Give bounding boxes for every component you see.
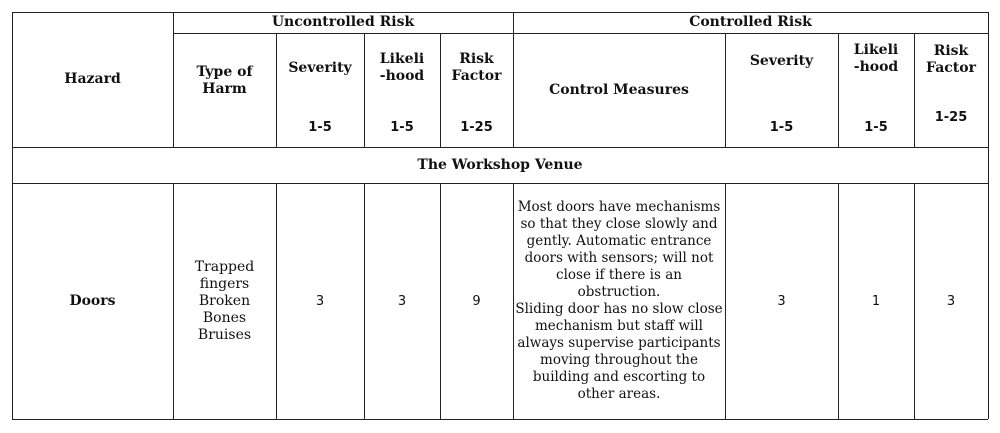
section-title: The Workshop Venue [417, 156, 583, 173]
header-type-of-harm: Type of Harm [196, 63, 253, 97]
header-controlled-risk-factor-scale: 1-25 [934, 109, 968, 125]
row-controlled-risk-factor: 3 [946, 293, 956, 309]
header-controlled-risk: Controlled Risk [689, 14, 812, 30]
header-controlled-likelihood-scale: 1-5 [864, 119, 888, 135]
header-controlled-risk-factor: Risk Factor [926, 43, 976, 76]
header-controlled-severity-scale: 1-5 [769, 119, 794, 135]
header-uncontrolled-risk: Uncontrolled Risk [271, 14, 415, 30]
header-hazard: Hazard [64, 71, 121, 87]
table-border-bottom [12, 419, 988, 420]
header-risk-factor: Risk Factor [451, 51, 502, 84]
row-controlled-severity: 3 [777, 293, 786, 309]
header-control-measures: Control Measures [549, 81, 689, 98]
row-uncontrolled-severity: 3 [315, 293, 325, 309]
row-controlled-likelihood: 1 [871, 293, 881, 309]
table-border-right [988, 12, 989, 419]
row-type-of-harm: Trapped fingers Broken Bones Bruises [194, 258, 255, 343]
header-severity-scale: 1-5 [308, 119, 332, 135]
header-controlled-severity: Severity [749, 52, 814, 69]
row-uncontrolled-likelihood: 3 [397, 293, 407, 309]
header-controlled-likelihood: Likeli -hood [853, 42, 899, 75]
row-uncontrolled-risk-factor: 9 [472, 293, 481, 309]
header-likelihood-scale: 1-5 [390, 119, 414, 135]
header-severity: Severity [288, 59, 352, 76]
header-risk-factor-scale: 1-25 [460, 119, 493, 135]
row-hazard: Doors [69, 292, 116, 309]
header-likelihood: Likeli -hood [379, 51, 425, 84]
row-control-measures: Most doors have mechanisms so that they close slowly and gently. Automatic entrance doors with sensors; will not close if there is an obstruction. Sliding door has no slow close mechanism but staff will always supervise participants moving throughout the building and escorting to other areas. [515, 199, 723, 402]
